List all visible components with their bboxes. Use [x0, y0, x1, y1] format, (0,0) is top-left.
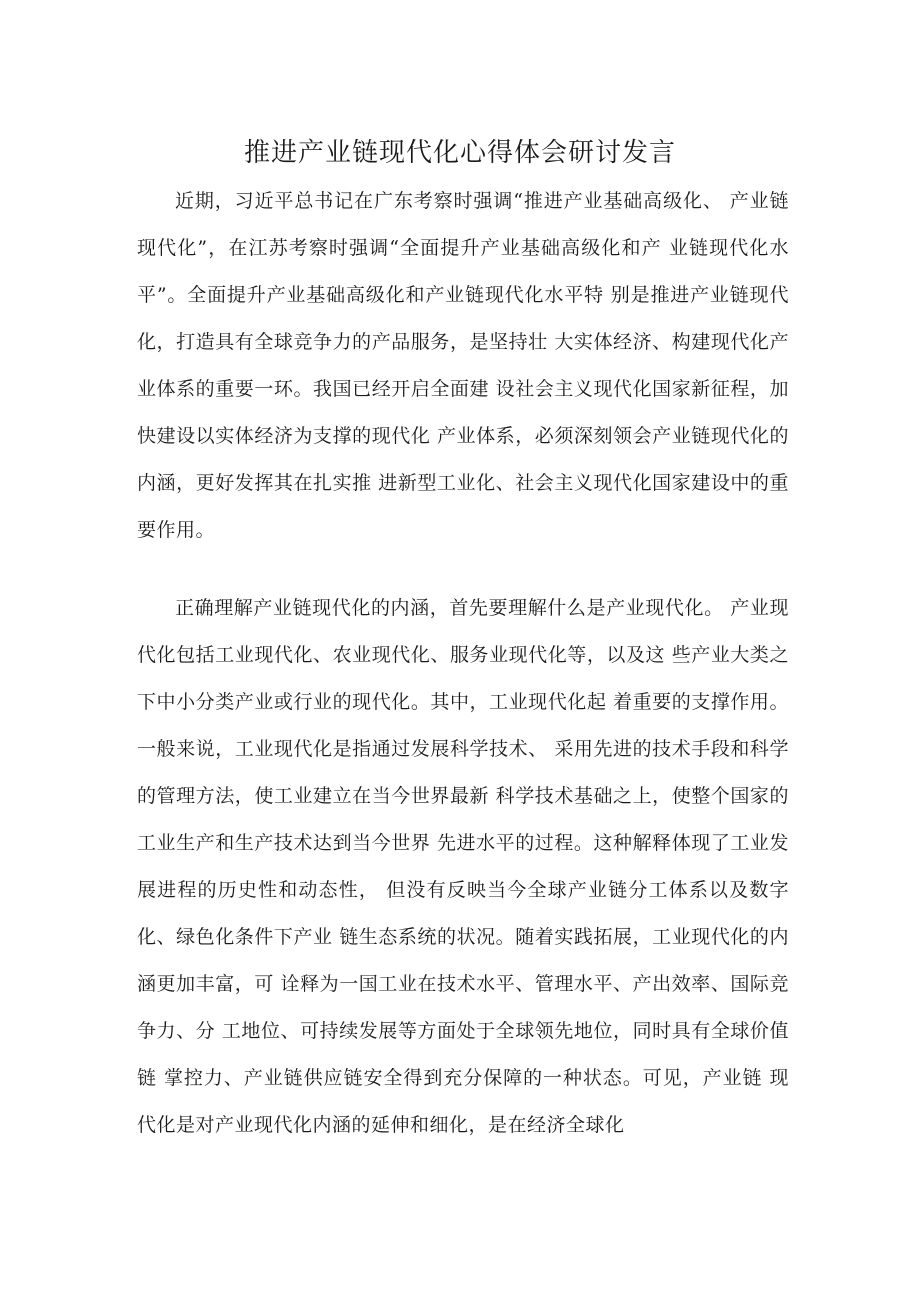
paragraph-2: 正确理解产业链现代化的内涵，首先要理解什么是产业现代化。 产业现代化包括工业现代化、农业现代化、服务业现代化等，以及这 些产业大类之下中小分类产业或行业的现代化。其中，工业现代化起 着重要的支撑作用。一般来说，工业现代化是指通过发展科学技术、 采用先进的技术手段和科学的管理方法，使工业建立在当今世界最新 科学技术基础之上，使整个国家的工业生产和生产技术达到当今世界 先进水平的过程。这种解释体现了工业发展进程的历史性和动态性， 但没有反映当今全球产业链分工体系以及数字化、绿色化条件下产业 链生态系统的状况。随着实践拓展，工业现代化的内涵更加丰富，可 诠释为一国工业在技术水平、管理水平、产出效率、国际竞争力、分 工地位、可持续发展等方面处于全球领先地位，同时具有全球价值链 掌控力、产业链供应链安全得到充分保障的一种状态。可见，产业链 现代化是对产业现代化内涵的延伸和细化，是在经济全球化 — [137, 597, 789, 1136]
document-title: 推进产业链现代化心得体会研讨发言 — [243, 138, 676, 168]
paragraph-1: 近期，习近平总书记在广东考察时强调“推进产业基础高级化、 产业链现代化”，在江苏考察时强调“全面提升产业基础高级化和产 业链现代化水平”。全面提升产业基础高级化和产业链现代化水平特 别是推进产业链现代化，打造具有全球竞争力的产品服务，是坚持壮 大实体经济、构建现代化产业体系的重要一环。我国已经开启全面建 设社会主义现代化国家新征程，加快建设以实体经济为支撑的现代化 产业体系，必须深刻领会产业链现代化的内涵，更好发挥其在扎实推 进新型工业化、社会主义现代化国家建设中的重要作用。 — [137, 190, 789, 541]
